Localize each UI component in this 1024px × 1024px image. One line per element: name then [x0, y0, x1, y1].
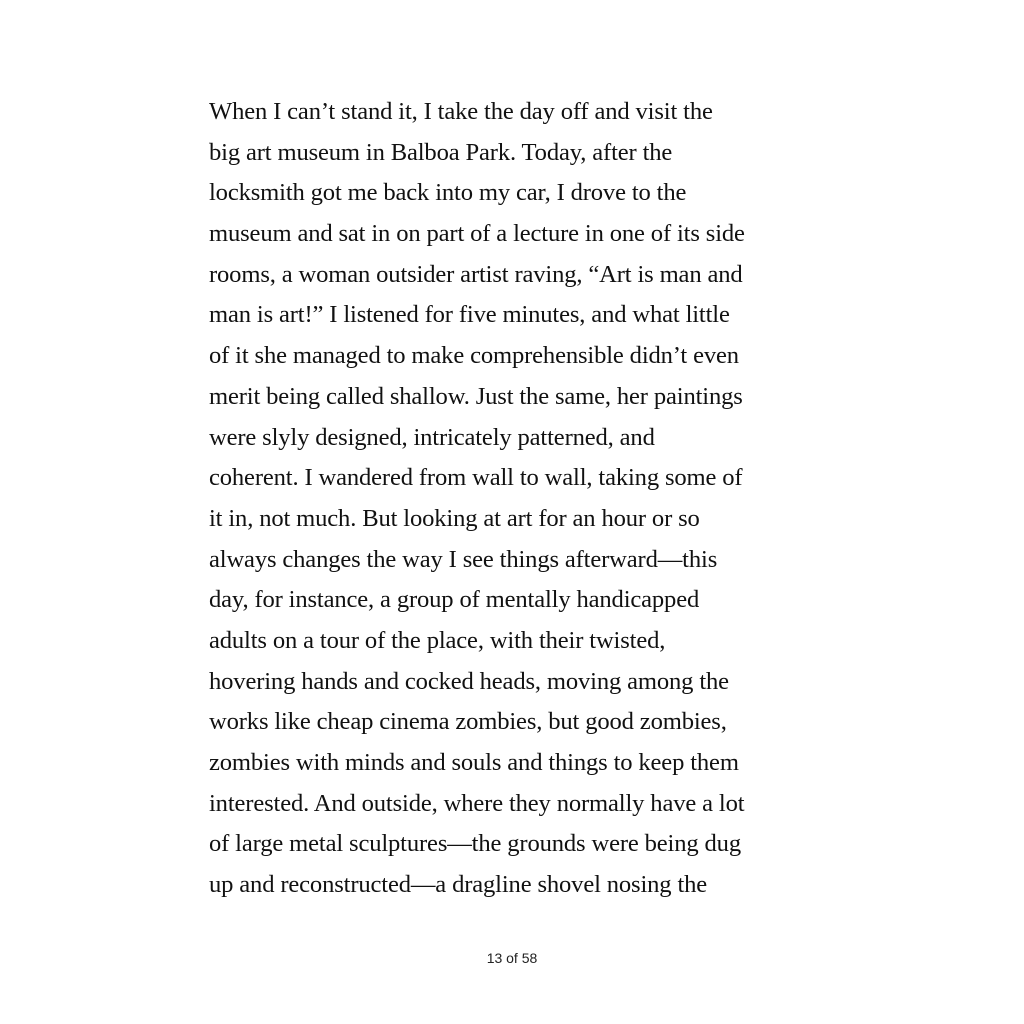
text-line: adults on a tour of the place, with their twisted, [209, 626, 666, 654]
text-line: coherent. I wandered from wall to wall, taking some of [209, 464, 743, 492]
text-line: hovering hands and cocked heads, moving among the [209, 667, 729, 695]
text-line: day, for instance, a group of mentally handicapped [209, 586, 700, 614]
text-line: of it she managed to make comprehensible didn’t even [209, 342, 739, 370]
text-line: of large metal sculptures—the grounds were being dug [209, 830, 741, 858]
text-line: were slyly designed, intricately patterned, and [209, 423, 655, 451]
text-line: it in, not much. But looking at art for an hour or so [209, 504, 700, 532]
text-line: up and reconstructed—a dragline shovel nosing the [209, 871, 708, 899]
text-line: always changes the way I see things afterward—this [209, 545, 718, 573]
page-number: 13 of 58 [486, 950, 538, 966]
text-line: museum and sat in on part of a lecture in one of its side [209, 220, 745, 248]
text-line: When I can’t stand it, I take the day off and visit the [209, 98, 713, 125]
body-text [209, 92, 819, 906]
text-line: zombies with minds and souls and things to keep them [209, 749, 739, 776]
text-line: man is art!” I listened for five minutes, and what little [209, 301, 730, 329]
text-line: locksmith got me back into my car, I drove to the [209, 179, 687, 207]
text-line: interested. And outside, where they normally have a lot [209, 789, 745, 817]
text-line: works like cheap cinema zombies, but good zombies, [209, 708, 727, 736]
text-line: rooms, a woman outsider artist raving, “Art is man and [209, 260, 743, 288]
text-line: big art museum in Balboa Park. Today, after the [209, 138, 673, 166]
text-line: merit being called shallow. Just the same, her paintings [209, 382, 743, 410]
